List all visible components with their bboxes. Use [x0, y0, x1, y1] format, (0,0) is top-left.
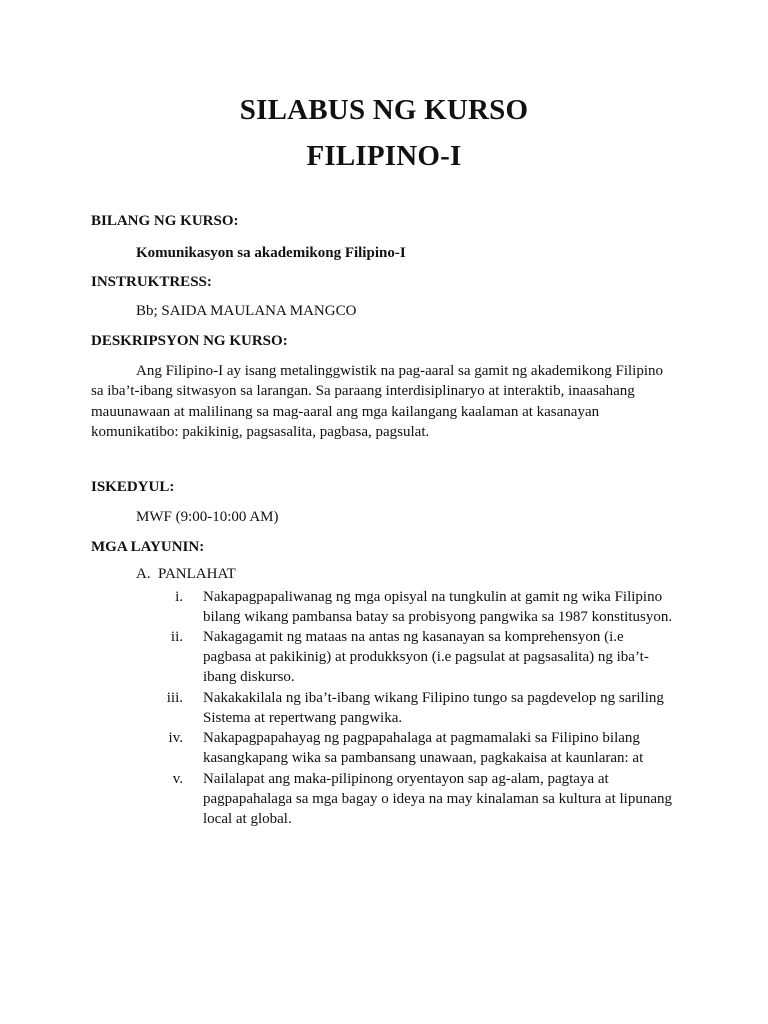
- objective-number: iii.: [166, 689, 183, 706]
- objective-line: kasangkapang wika sa pambansang unawaan, pagkakaisa at kaunlaran: at: [203, 750, 644, 767]
- objective-item: [150, 728, 690, 768]
- objectives-section-heading: [136, 566, 236, 583]
- objective-item: [150, 627, 690, 687]
- objective-line: Nakapagpapahayag ng pagpapahalaga at pagmamalaki sa Filipino bilang: [203, 730, 640, 747]
- course-title: FILIPINO-I: [306, 140, 462, 172]
- objective-line: pagpapahalaga sa mga bagay o ideya na may kinalaman sa kultura at lipunang: [203, 790, 672, 807]
- schedule-value: MWF (9:00-10:00 AM): [136, 509, 279, 525]
- section-title: PANLAHAT: [158, 566, 236, 582]
- description-line: mauunawaan at malilinang sa mag-aaral ang mga kailangang kaalaman at kasanayan: [91, 403, 600, 420]
- objective-item: [150, 587, 690, 627]
- objective-item: [150, 688, 690, 728]
- objective-line: Nailalapat ang maka-pilipinong oryentayon sap ag-alam, pagtaya at: [203, 770, 609, 787]
- objective-item: [150, 769, 690, 829]
- description-line: Ang Filipino-I ay isang metalinggwistik na pag-aaral sa gamit ng akademikong Filipino: [136, 363, 663, 379]
- objective-line: Sistema at repertwang pangwika.: [203, 709, 403, 726]
- course-number-value: Komunikasyon sa akademikong Filipino-I: [136, 245, 406, 261]
- objective-line: Nakakakilala ng iba’t-ibang wikang Filipino tungo sa pagdevelop ng sariling: [203, 689, 664, 706]
- description-paragraph: [91, 361, 691, 442]
- instructress-value: Bb; SAIDA MAULANA MANGCO: [136, 303, 357, 319]
- instructress-label: INSTRUKTRESS:: [91, 274, 212, 290]
- objective-line: pagbasa at pakikinig) at produkksyon (i.e pagsulat at pagsasalita) ng iba’t-: [203, 649, 649, 666]
- description-line: sa iba’t-ibang sitwasyon sa larangan. Sa paraang interdisiplinaryo at interaktib, inaasahang: [91, 383, 635, 400]
- section-letter: A.: [136, 566, 151, 582]
- objective-number: i.: [175, 589, 183, 605]
- objective-number: v.: [172, 770, 183, 787]
- description-line: komunikatibo: pakikinig, pagsasalita, pagbasa, pagsulat.: [91, 423, 430, 440]
- objectives-label: MGA LAYUNIN:: [91, 539, 205, 555]
- objective-line: Nakapagpapaliwanag ng mga opisyal na tungkulin at gamit ng wika Filipino: [203, 589, 663, 605]
- objective-line: ibang diskurso.: [203, 669, 295, 686]
- description-label: DESKRIPSYON NG KURSO:: [91, 333, 288, 349]
- schedule-label: ISKEDYUL:: [91, 479, 175, 495]
- document-title: SILABUS NG KURSO: [239, 94, 529, 126]
- objective-line: Nakagagamit ng mataas na antas ng kasanayan sa komprehensyon (i.e: [203, 629, 624, 646]
- objective-number: ii.: [170, 629, 183, 646]
- objective-line: local at global.: [203, 810, 292, 827]
- objectives-list: [150, 587, 690, 829]
- course-number-label: BILANG NG KURSO:: [91, 213, 239, 229]
- objective-number: iv.: [168, 730, 183, 747]
- objective-line: bilang wikang pambansa batay sa probisyong pangwika sa 1987 konstitusyon.: [203, 609, 673, 625]
